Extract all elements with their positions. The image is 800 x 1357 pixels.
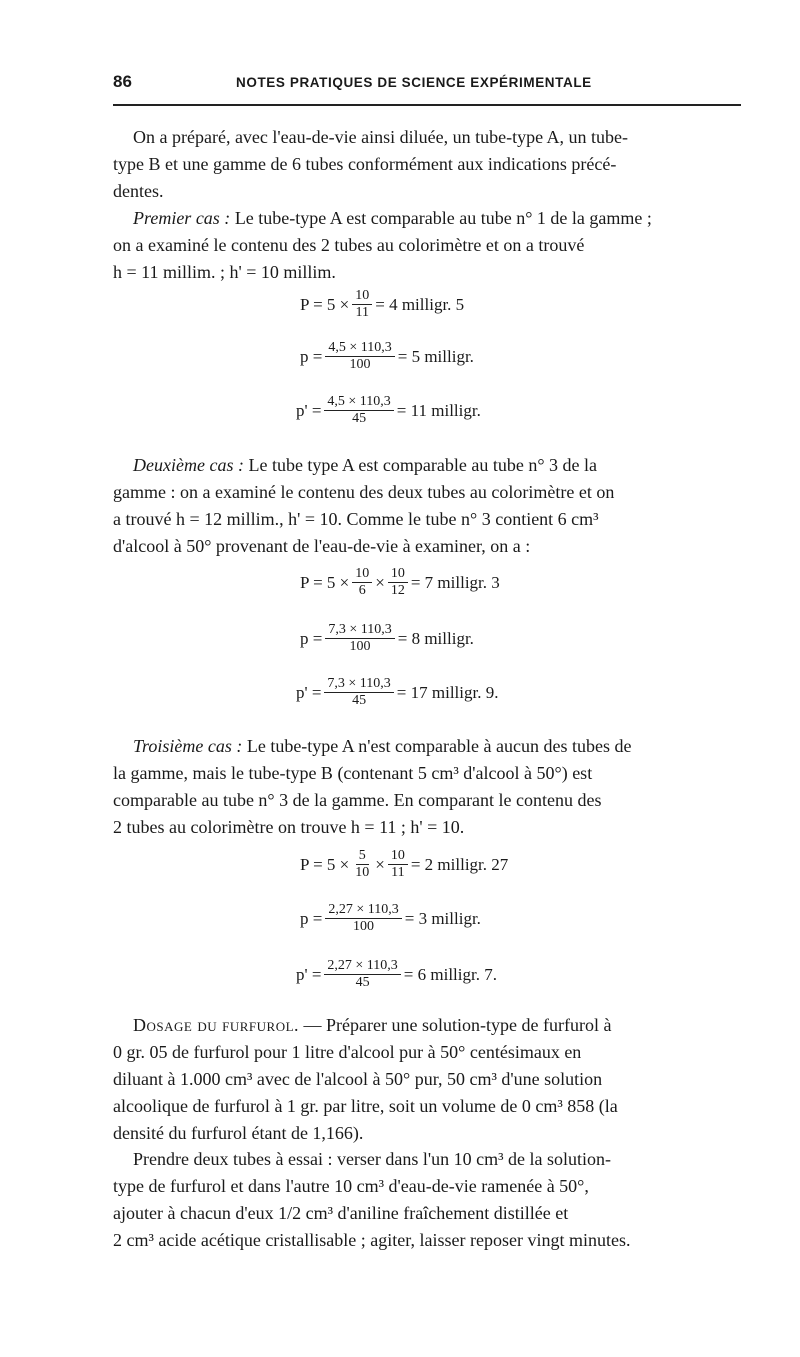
case3-paragraph	[113, 733, 753, 841]
eq-rhs: = 5 milligr.	[397, 346, 474, 366]
fraction-denominator: 100	[349, 357, 371, 372]
case3-label: Troisième cas :	[133, 736, 243, 756]
intro-paragraph	[113, 124, 753, 205]
text-line: densité du furfurol étant de 1,166).	[113, 1123, 364, 1143]
fraction	[352, 848, 372, 881]
final-paragraph	[113, 1146, 753, 1254]
fraction-numerator: 7,3 × 110,3	[324, 676, 393, 693]
eq-rhs: = 11 milligr.	[396, 400, 481, 420]
case2-equation-1	[300, 566, 500, 599]
page-number: 86	[113, 72, 132, 91]
fraction-denominator: 100	[349, 639, 371, 654]
text-line: d'alcool à 50° provenant de l'eau-de-vie à examiner, on a :	[113, 536, 531, 556]
eq-lhs: p' =	[296, 964, 322, 984]
fraction	[324, 958, 400, 991]
eq-lhs: P = 5 ×	[300, 294, 350, 314]
text-line: 2 cm³ acide acétique cristallisable ; agiter, laisser reposer vingt minutes.	[113, 1230, 631, 1250]
case2-line1: Le tube type A est comparable au tube n° 3 de la	[248, 455, 598, 475]
furfurol-paragraph	[113, 1012, 753, 1147]
text-line: a trouvé h = 12 millim., h' = 10. Comme le tube n° 3 contient 6 cm³	[113, 509, 599, 529]
eq-rhs: = 4 milligr. 5	[375, 294, 465, 314]
fraction	[325, 902, 401, 935]
fraction-denominator: 45	[355, 975, 370, 990]
eq-rhs: = 8 milligr.	[397, 628, 474, 648]
fraction-numerator: 10	[352, 288, 372, 305]
text-line	[113, 205, 753, 232]
text-line: type B et une gamme de 6 tubes conformément aux indications précé-	[113, 154, 617, 174]
case2-paragraph	[113, 452, 753, 560]
fraction-denominator: 11	[355, 305, 369, 320]
eq-rhs: = 3 milligr.	[404, 908, 481, 928]
eq-operator: ×	[375, 572, 385, 592]
eq-lhs: p' =	[296, 682, 322, 702]
eq-lhs: P = 5 ×	[300, 854, 350, 874]
fraction	[325, 622, 394, 655]
text-line	[113, 452, 753, 479]
case1-paragraph	[113, 205, 753, 286]
text-line: 2 tubes au colorimètre on trouve h = 11 ; h' = 10.	[113, 817, 465, 837]
fraction-numerator: 4,5 × 110,3	[324, 394, 393, 411]
fraction	[352, 566, 372, 599]
case2-label: Deuxième cas :	[133, 455, 244, 475]
fraction-numerator: 10	[352, 566, 372, 583]
fraction-numerator: 5	[356, 848, 369, 865]
text-line: dentes.	[113, 181, 164, 201]
fraction	[324, 676, 393, 709]
fraction-denominator: 11	[391, 865, 405, 880]
case2-equation-3	[296, 676, 498, 709]
eq-rhs: = 7 milligr. 3	[410, 572, 500, 592]
text-line	[113, 733, 753, 760]
eq-lhs: p' =	[296, 400, 322, 420]
eq-operator: ×	[375, 854, 385, 874]
fraction-numerator: 7,3 × 110,3	[325, 622, 394, 639]
header-rule	[113, 104, 741, 106]
text-line: ajouter à chacun d'eux 1/2 cm³ d'aniline fraîchement distillée et	[113, 1203, 569, 1223]
eq-rhs: = 6 milligr. 7.	[403, 964, 497, 984]
text-line: 0 gr. 05 de furfurol pour 1 litre d'alcool pur à 50° centésimaux en	[113, 1042, 582, 1062]
fraction	[325, 340, 394, 373]
text-line: on a examiné le contenu des 2 tubes au colorimètre et on a trouvé	[113, 235, 585, 255]
eq-rhs: = 17 milligr. 9.	[396, 682, 499, 702]
text-line: h = 11 millim. ; h' = 10 millim.	[113, 262, 336, 282]
text-line: la gamme, mais le tube-type B (contenant 5 cm³ d'alcool à 50°) est	[113, 763, 593, 783]
fraction-denominator: 45	[352, 411, 367, 426]
fraction-denominator: 45	[352, 693, 367, 708]
fraction-denominator: 12	[390, 583, 405, 598]
furfurol-label: Dosage du furfurol.	[133, 1015, 300, 1035]
text-line	[113, 1012, 753, 1039]
text-line: Prendre deux tubes à essai : verser dans l'un 10 cm³ de la solution-	[133, 1149, 612, 1169]
fraction	[388, 848, 408, 881]
case3-line1: Le tube-type A n'est comparable à aucun des tubes de	[246, 736, 632, 756]
fraction-numerator: 2,27 × 110,3	[324, 958, 400, 975]
eq-lhs: p =	[300, 908, 323, 928]
case1-label: Premier cas :	[133, 208, 231, 228]
fraction	[324, 394, 393, 427]
text-line: type de furfurol et dans l'autre 10 cm³ d'eau-de-vie ramenée à 50°,	[113, 1176, 589, 1196]
eq-lhs: P = 5 ×	[300, 572, 350, 592]
text-line: diluant à 1.000 cm³ avec de l'alcool à 50° pur, 50 cm³ d'une solution	[113, 1069, 603, 1089]
case1-equation-1	[300, 288, 464, 321]
eq-rhs: = 2 milligr. 27	[410, 854, 509, 874]
eq-lhs: p =	[300, 346, 323, 366]
text-line: On a préparé, avec l'eau-de-vie ainsi diluée, un tube-type A, un tube-	[133, 127, 629, 147]
case1-equation-2	[300, 340, 474, 373]
eq-lhs: p =	[300, 628, 323, 648]
case3-equation-3	[296, 958, 497, 991]
fraction	[352, 288, 372, 321]
text-line: alcoolique de furfurol à 1 gr. par litre, soit un volume de 0 cm³ 858 (la	[113, 1096, 618, 1116]
fraction-numerator: 10	[388, 848, 408, 865]
fraction	[388, 566, 408, 599]
text-line: gamme : on a examiné le contenu des deux tubes au colorimètre et on	[113, 482, 615, 502]
fraction-denominator: 6	[358, 583, 366, 598]
case3-equation-1	[300, 848, 508, 881]
case3-equation-2	[300, 902, 481, 935]
furfurol-line1: — Préparer une solution-type de furfurol à	[303, 1015, 612, 1035]
fraction-numerator: 10	[388, 566, 408, 583]
fraction-denominator: 100	[353, 919, 375, 934]
fraction-numerator: 2,27 × 110,3	[325, 902, 401, 919]
case2-equation-2	[300, 622, 474, 655]
text-line: comparable au tube n° 3 de la gamme. En comparant le contenu des	[113, 790, 602, 810]
fraction-denominator: 10	[355, 865, 370, 880]
case1-line1: Le tube-type A est comparable au tube n° 1 de la gamme ;	[234, 208, 652, 228]
fraction-numerator: 4,5 × 110,3	[325, 340, 394, 357]
page-header	[113, 72, 741, 96]
case1-equation-3	[296, 394, 481, 427]
running-title: NOTES PRATIQUES DE SCIENCE EXPÉRIMENTALE	[236, 75, 592, 90]
